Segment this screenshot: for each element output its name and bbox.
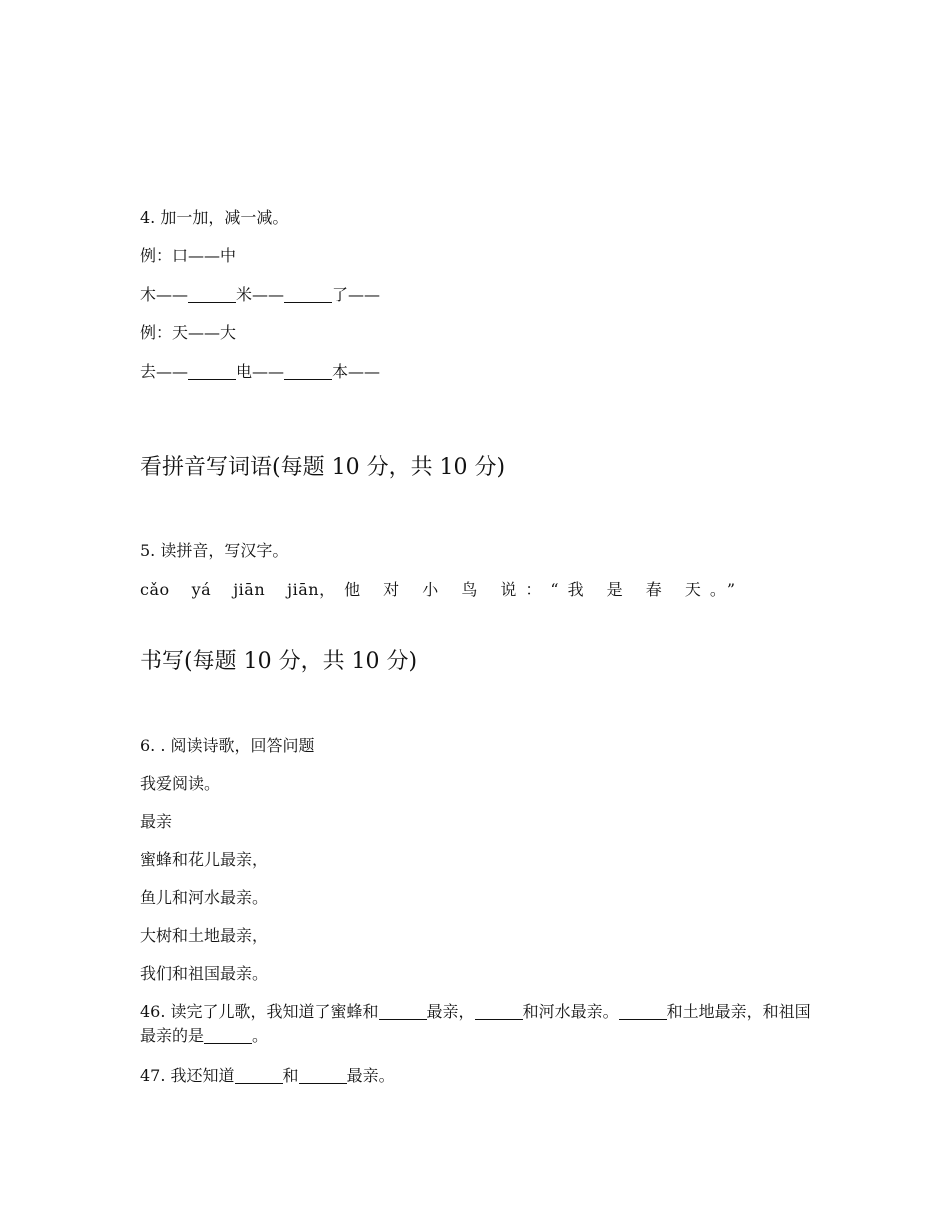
poem-line: 我们和祖国最亲。 bbox=[140, 964, 269, 983]
poem-line: 最亲 bbox=[140, 812, 173, 831]
q4-row2-c: 本—— bbox=[332, 362, 381, 381]
q4-title: 4. 加一加，减一减。 bbox=[140, 208, 289, 227]
q46-question bbox=[140, 1000, 815, 1048]
pinyin-syllable: yá bbox=[191, 580, 212, 599]
section-heading-pinyin: 看拼音写词语(每题 10 分，共 10 分) bbox=[140, 455, 506, 480]
answer-blank[interactable] bbox=[379, 1003, 427, 1020]
q4-example-1: 例：口——中 bbox=[140, 246, 237, 265]
q47-text-1: 47. 我还知道 bbox=[140, 1066, 235, 1085]
q4-row-1 bbox=[140, 285, 380, 305]
answer-blank[interactable] bbox=[475, 1003, 523, 1020]
answer-blank[interactable] bbox=[284, 286, 332, 303]
q5-sentence: ，他 对 小 鸟 说：“我 是 春 天。” bbox=[319, 580, 745, 599]
q47-question bbox=[140, 1066, 395, 1086]
q46-text-3: 和河水最亲。 bbox=[522, 1002, 619, 1021]
pinyin-syllable: jiān bbox=[287, 580, 320, 599]
poem-line: 鱼儿和河水最亲。 bbox=[140, 888, 269, 907]
section-heading-writing: 书写(每题 10 分，共 10 分) bbox=[140, 649, 418, 674]
answer-blank[interactable] bbox=[284, 363, 332, 380]
q46-text-5: 。 bbox=[252, 1026, 269, 1045]
poem-line: 我爱阅读。 bbox=[140, 774, 221, 793]
answer-blank[interactable] bbox=[204, 1027, 252, 1044]
answer-blank[interactable] bbox=[188, 286, 236, 303]
q4-row2-a: 去—— bbox=[140, 362, 189, 381]
q5-title: 5. 读拼音，写汉字。 bbox=[140, 541, 289, 560]
q46-text-4: 和土地最亲，和祖国最亲的是 bbox=[140, 1002, 811, 1045]
q47-text-2: 和 bbox=[282, 1066, 299, 1085]
answer-blank[interactable] bbox=[235, 1067, 283, 1084]
pinyin-syllable: jiān bbox=[233, 580, 266, 599]
q4-row-2 bbox=[140, 362, 380, 382]
q4-row2-b: 电—— bbox=[236, 362, 285, 381]
q47-text-3: 最亲。 bbox=[346, 1066, 395, 1085]
pinyin-syllable: cǎo bbox=[140, 580, 170, 599]
q4-example-2: 例：天——大 bbox=[140, 323, 237, 342]
q4-row1-b: 米—— bbox=[236, 285, 285, 304]
q5-pinyin-line bbox=[140, 580, 744, 600]
poem-line: 蜜蜂和花儿最亲， bbox=[140, 850, 269, 869]
q4-row1-c: 了—— bbox=[332, 285, 381, 304]
answer-blank[interactable] bbox=[299, 1067, 347, 1084]
poem-line: 大树和土地最亲， bbox=[140, 926, 269, 945]
answer-blank[interactable] bbox=[188, 363, 236, 380]
worksheet-page bbox=[140, 0, 820, 1230]
q46-text-1: 46. 读完了儿歌，我知道了蜜蜂和 bbox=[140, 1002, 379, 1021]
q6-title: 6. . 阅读诗歌，回答问题 bbox=[140, 736, 315, 755]
answer-blank[interactable] bbox=[619, 1003, 667, 1020]
q4-row1-a: 木—— bbox=[140, 285, 189, 304]
q46-text-2: 最亲， bbox=[426, 1002, 475, 1021]
